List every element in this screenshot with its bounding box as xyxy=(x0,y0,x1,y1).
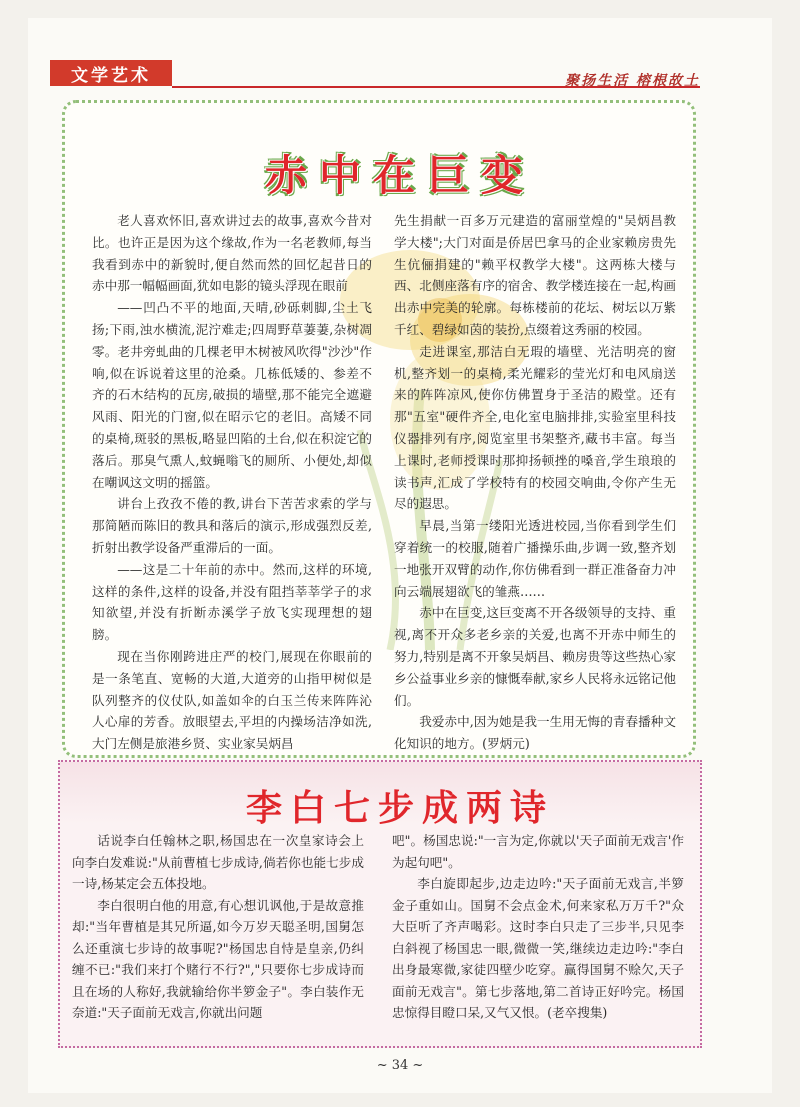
paragraph: 我爱赤中,因为她是我一生用无悔的青春播种文化知识的地方。(罗炳元) xyxy=(394,714,676,752)
paragraph: 吧"。杨国忠说:"一言为定,你就以'天子面前无戏言'作为起句吧"。 xyxy=(392,833,684,870)
paragraph: 赤中在巨变,这巨变离不开各级领导的支持、重视,离不开众多老乡亲的关爱,也离不开赤中师生的努力,特别是离不开象吴炳昌、赖房贵等这些热心家乡公益事业乡亲的慷慨奉献,家乡人民将永远铭记他们。 xyxy=(394,605,676,708)
article1-column-right xyxy=(394,210,676,755)
paragraph: 先生捐献一百多万元建造的富丽堂煌的"吴炳昌教学大楼";大门对面是侨居巴拿马的企业家赖房贵先生伉俪捐建的"赖平权教学大楼"。这两栋大楼与西、北侧座落有序的宿舍、教学楼连接在一起,构画出赤中完美的轮廓。每栋楼前的花坛、树坛以万紫千红、碧绿如茵的装扮,点缀着这秀丽的校园。 xyxy=(394,213,676,337)
page-number: ~ 34 ~ xyxy=(376,1058,424,1073)
paragraph: ——这是二十年前的赤中。然而,这样的环境,这样的条件,这样的设备,并没有阻挡莘莘学子的求知欲望,并没有折断赤溪学子放飞实现理想的翅膀。 xyxy=(92,561,372,643)
header-slogan: 聚扬生活 榕根故土 xyxy=(565,73,700,89)
article2-column-right xyxy=(392,830,684,1024)
paragraph: 话说李白任翰林之职,杨国忠在一次皇家诗会上向李白发难说:"从前曹植七步成诗,倘若你也能七步成一诗,杨某定会五体投地。 xyxy=(72,833,364,891)
paragraph: ——凹凸不平的地面,天晴,砂砾刺脚,尘土飞扬;下雨,浊水横流,泥泞难走;四周野草萋萋,杂树凋零。老井旁虬曲的几棵老甲木树被风吹得"沙沙"作响,似在诉说着这里的沧桑。几栋低矮的、参差不齐的石木结构的瓦房,破损的墙壁,那不能完全遮避风雨、阳光的门窗,似在昭示它的老旧。高矮不同的桌椅,斑驳的黑板,略显凹陷的土台,似在积淀它的落后。那臭气熏人,蚊蝇嗡飞的厕所、小便处,却似在嘲讽这文明的摇篮。 xyxy=(92,300,372,490)
section-tag: 文学艺术 xyxy=(50,60,172,86)
article2-column-left xyxy=(72,830,364,1024)
article1-title: 赤中在巨变 xyxy=(264,151,535,200)
paragraph: 现在当你刚跨进庄严的校门,展现在你眼前的是一条笔直、宽畅的大道,大道旁的山指甲树似是队列整齐的仪仗队,如盖如伞的白玉兰传来阵阵沁人心扉的芳香。放眼望去,平坦的内操场洁净如洗,大门左侧是旅港乡贤、实业家吴炳昌 xyxy=(92,648,372,752)
paragraph: 走进课室,那洁白无瑕的墙壁、光洁明亮的窗机,整齐划一的桌椅,柔光耀彩的莹光灯和电风扇送来的阵阵凉风,使你仿佛置身于圣洁的殿堂。还有那"五室"硬件齐全,电化室电脑排排,实验室里科技仪器排列有序,阅览室里书架整齐,藏书丰富。每当上课时,老师授课时那抑扬顿挫的嗓音,学生琅琅的读书声,汇成了学校特有的校园交响曲,令你产生无尽的遐思。 xyxy=(394,343,676,512)
paragraph: 早晨,当第一缕阳光透进校园,当你看到学生们穿着统一的校服,随着广播操乐曲,步调一致,整齐划一地张开双臂的动作,你仿佛看到一群正准备奋力冲向云端展翅欲飞的雏燕…… xyxy=(394,518,676,599)
article2-title: 李白七步成两诗 xyxy=(245,788,554,829)
paragraph: 李白很明白他的用意,有心想讥讽他,于是故意推却:"当年曹植是其兄所逼,如今万岁天聪圣明,国舅怎么还重演七步诗的故事呢?"杨国忠自恃是皇亲,仍纠缠不已:"我们来打个赌行不行?","只要你七步成诗而且在场的人称好,我就输给你半箩金子"。李白装作无奈道:"天子面前无戏言,你就出问题 xyxy=(72,897,364,1020)
paragraph: 李白旋即起步,边走边吟:"天子面前无戏言,半箩金子重如山。国舅不会点金术,何来家私万万千?"众大臣听了齐声喝彩。这时李白只走了三步半,只见李白斜视了杨国忠一眼,微微一笑,继续边走边吟:"李白出身最寒微,家徒四壁少吃穿。赢得国舅不赊欠,天子面前无戏言"。第七步落地,第二首诗正好吟完。杨国忠惊得目瞪口呆,又气又恨。(老卒搜集) xyxy=(392,876,684,1020)
article1-column-left xyxy=(92,210,372,755)
paragraph: 老人喜欢怀旧,喜欢讲过去的故事,喜欢今昔对比。也许正是因为这个缘故,作为一名老教师,每当我看到赤中的新貌时,便自然而然的回忆起昔日的赤中那一幅幅画面,犹如电影的镜头浮现在眼前 xyxy=(92,213,372,294)
paragraph: 讲台上孜孜不倦的教,讲台下苦苦求索的学与那简陋而陈旧的教具和落后的演示,形成强烈反差,折射出教学设备严重滞后的一面。 xyxy=(92,496,372,555)
